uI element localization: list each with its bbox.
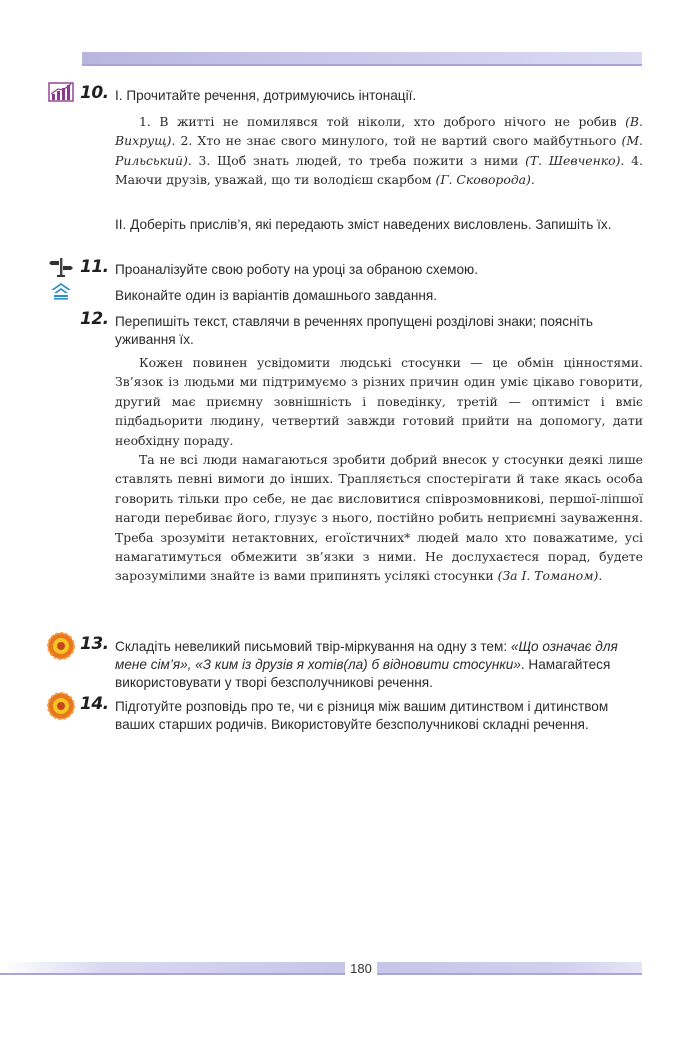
flower-icon [46,691,76,726]
exercise-number: 14. [80,694,109,714]
home-icon [50,282,72,305]
homework-task: Виконайте один із варіантів домашнього завдання. [115,288,437,303]
sentence-end: . [530,172,535,188]
exercise-text [115,353,643,586]
exercise-task [115,638,643,692]
exercise-number: 11. [80,257,109,277]
task-text: Складіть невеликий письмовий твір-міркування на одну з тем: [115,639,508,654]
exercise-number: 13. [80,634,109,654]
quote-sentences [115,112,643,190]
exercise-number: 12. [80,309,109,329]
exercise-task: Підготуйте розповідь про те, чи є різниця між вашим дитинством і дитинством ваших старших родичів. Використовуйте безсполучникові складні речення. [115,699,609,732]
text-paragraph-1: Кожен повинен усвідомити людські стосунки — це обмін цінностями. Зв’язок із людьми ми підтримуємо з різних причин один уміє цікаво говорити, другий має приємну зовнішність і поведінку, третій — оптиміст і вміє підбадьорити людину, четвертий завжди готовий прийти на допомогу, дати необхідну пораду. [115,355,643,448]
footer-decor-bar-left [0,962,345,975]
header-decor-bar [82,52,642,66]
signpost-icon [48,256,74,283]
page-number: 180 [350,961,372,976]
sentence-3: . 3. Щоб знать людей, то треба пожити з ними [187,152,519,168]
exercise-number: 10. [80,83,109,103]
author-4: (Г. Сковорода) [435,172,531,188]
author-1: (В. Вихрущ) [115,114,643,149]
footer-decor-bar-right [377,962,642,975]
exercise-task-2: ІІ. Доберіть прислів’я, які передають зміст наведених висловлень. Запишіть їх. [115,217,612,232]
exercise-task: Перепишіть текст, ставлячи в реченнях пропущені розділові знаки; поясніть уживання їх. [115,314,593,347]
chart-growth-icon [48,82,74,107]
exercise-task: Проаналізуйте свою роботу на уроці за обраною схемою. [115,262,479,277]
task-text-end: . Намагайтеся використовувати у творі безсполучникові речення. [115,657,611,690]
sentence-2: . 2. Хто не знає свого минулого, той не вартий свого майбутнього [171,133,617,149]
text-end: . [598,568,603,584]
author-3: (Т. Шевченко) [525,152,621,168]
text-paragraph-2: Та не всі люди намагаються зробити добрий внесок у стосунки деякі лише ставлять певні вимоги до інших. Трапляється спостерігати й таке якась особа говорить тільки про себе, не дає висловитися співрозмовникові, першої-ліпшої нагоди перебиває його, глузує з нього, постійно робить неприємні зауваження. Треба зрозуміти нетактовних, егоїстичних* людей мало хто поважатиме, усі намагатимуться обмежити зв’язки з ними. Не дослухаєтеся порад, будете зарозумілими знайте із вами припинять усілякі стосунки [115,452,643,584]
sentence-1: 1. В житті не помилявся той ніколи, хто доброго нічого не робив [139,114,617,129]
author-2: (М. Рильський) [115,133,643,168]
flower-icon [46,631,76,666]
text-source: (За І. Томаном) [497,568,599,584]
exercise-task: І. Прочитайте речення, дотримуючись інтонації. [115,88,417,103]
essay-themes: «Що означає для мене сім’я», «З ким із друзів я хотів(ла) б відновити стосунки» [115,639,618,672]
sentence-4: . 4. Маючи друзів, уважай, що ти володієш скарбом [115,152,643,188]
